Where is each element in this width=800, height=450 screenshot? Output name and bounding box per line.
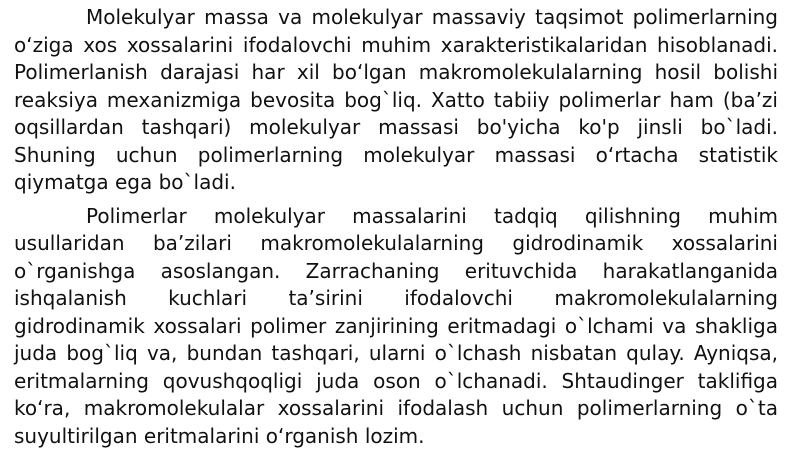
paragraph-2 — [14, 203, 778, 450]
paragraph-2-line-5: gidrodinamik xossalari polimer zanjirining eritmadagi o`lchami va shakliga — [14, 313, 778, 341]
paragraph-2-line-6: juda bog`liq va, bundan tashqari, ularni o`lchash nisbatan qulay. Ayniqsa, — [14, 340, 778, 368]
paragraph-1 — [14, 4, 778, 197]
paragraph-2-line-1: Polimerlar molekulyar massalarini tadqiq qilishning muhim — [14, 203, 778, 231]
paragraph-2-line-7: eritmalarning qovushqoqligi juda oson o`lchanadi. Shtaudinger taklifiga — [14, 368, 778, 396]
paragraph-2-line-4: ishqalanish kuchlari ta’sirini ifodalovchi makromolekulalarning — [14, 285, 778, 313]
paragraph-1-line-4: reaksiya mexanizmiga bevosita bog`liq. Xatto tabiiy polimerlar ham (ba’zi — [14, 87, 778, 115]
paragraph-1-line-1: Molekulyar massa va molekulyar massaviy taqsimot polimerlarning — [14, 4, 778, 32]
paragraph-1-line-5: oqsillardan tashqari) molekulyar massasi bo'yicha ko'p jinsli bo`ladi. — [14, 114, 778, 142]
paragraph-2-line-2: usullaridan ba’zilari makromolekulalarning gidrodinamik xossalarini — [14, 230, 778, 258]
paragraph-2-line-8: ko‘ra, makromolekulalar xossalarini ifodalash uchun polimerlarning o`ta — [14, 395, 778, 423]
paragraph-2-line-3: o`rganishga asoslangan. Zarrachaning erituvchida harakatlanganida — [14, 258, 778, 286]
paragraph-1-line-7: qiymatga ega bo`ladi. — [14, 169, 778, 197]
paragraph-1-line-2: o‘ziga xos xossalarini ifodalovchi muhim xarakteristikalaridan hisoblanadi. — [14, 32, 778, 60]
paragraph-2-line-9: suyultirilgan eritmalarini o‘rganish lozim. — [14, 423, 778, 450]
paragraph-1-line-3: Polimerlanish darajasi har xil bo‘lgan makromolekulalarning hosil bolishi — [14, 59, 778, 87]
paragraph-1-line-6: Shuning uchun polimerlarning molekulyar massasi o‘rtacha statistik — [14, 142, 778, 170]
document-body — [14, 4, 778, 450]
